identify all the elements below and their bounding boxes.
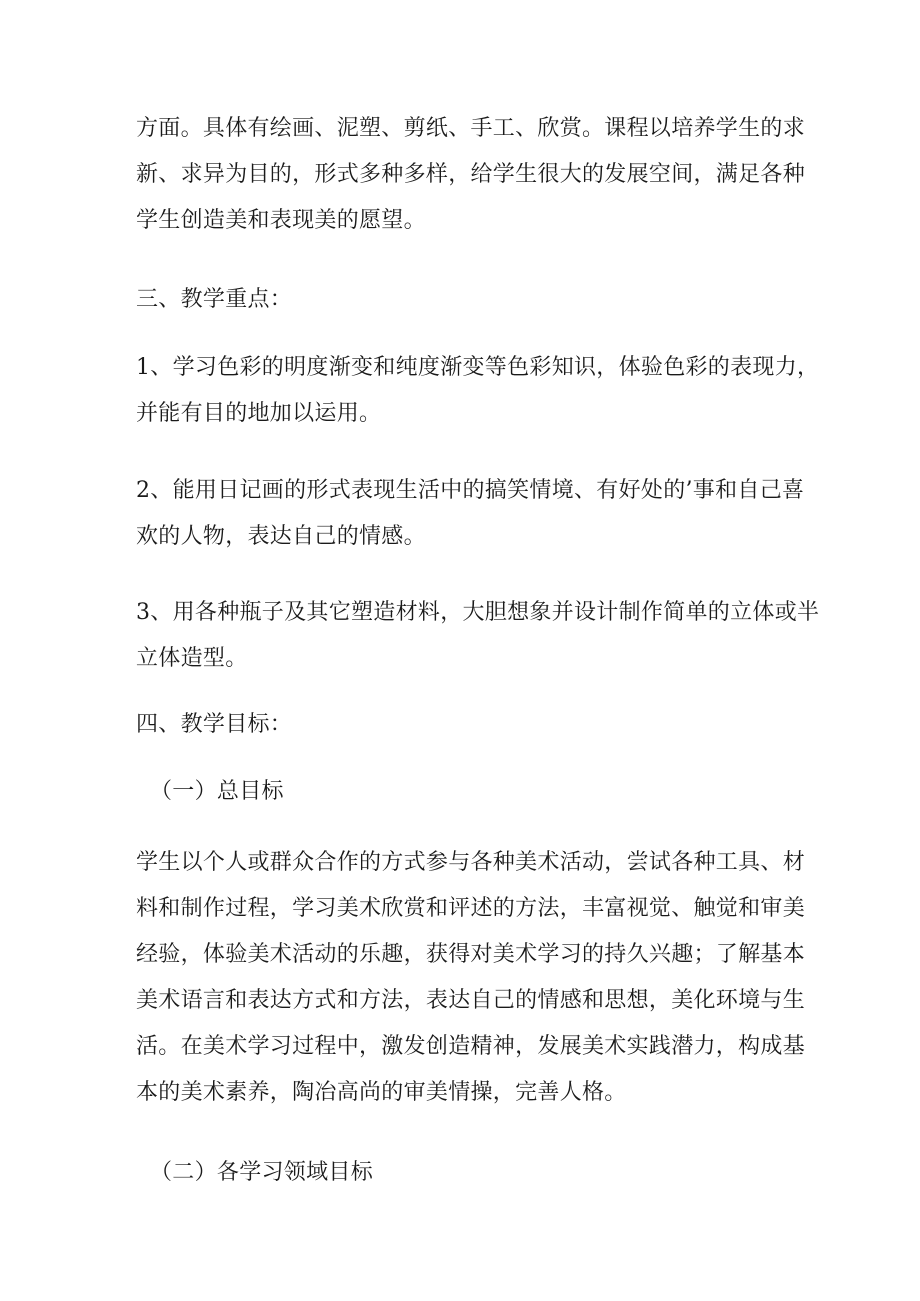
- paragraph-line: 学生以个人或群众合作的方式参与各种美术活动，尝试各种工具、材: [136, 850, 806, 875]
- section-heading-4: [136, 702, 796, 748]
- intro-paragraph: [136, 106, 806, 244]
- paragraph-line: 经验，体验美术活动的乐趣，获得对美术学习的持久兴趣；了解基本: [136, 942, 806, 967]
- subheading-domain-goals: [150, 1150, 810, 1196]
- subheading-text: （一）总目标: [150, 779, 284, 804]
- subheading-text: （二）各学习领域目标: [150, 1160, 374, 1185]
- key-point-2: [136, 468, 805, 560]
- key-point-1: [136, 345, 820, 437]
- paragraph-line: 方面。具体有绘画、泥塑、剪纸、手工、欣赏。课程以培养学生的求: [136, 116, 806, 141]
- paragraph-line: 并能有目的地加以运用。: [136, 401, 382, 426]
- paragraph-line: 料和制作过程，学习美术欣赏和评述的方法，丰富视觉、触觉和审美: [136, 896, 806, 921]
- paragraph-line: 立体造型。: [136, 646, 248, 671]
- subheading-overall-goal: [150, 769, 810, 815]
- goal-paragraph: [136, 840, 806, 1116]
- key-point-3: [136, 590, 820, 682]
- paragraph-line: 活。在美术学习过程中，激发创造精神，发展美术实践潜力，构成基: [136, 1034, 806, 1059]
- paragraph-line: 欢的人物，表达自己的情感。: [136, 524, 426, 549]
- paragraph-line: 学生创造美和表现美的愿望。: [136, 208, 426, 233]
- paragraph-line: 1、学习色彩的明度渐变和纯度渐变等色彩知识，体验色彩的表现力，: [136, 355, 820, 380]
- heading-text: 三、教学重点：: [136, 287, 293, 312]
- paragraph-line: 新、求异为目的，形式多种多样，给学生很大的发展空间，满足各种: [136, 162, 806, 187]
- paragraph-line: 2、能用日记画的形式表现生活中的搞笑情境、有好处的’事和自己喜: [136, 478, 805, 503]
- section-heading-3: [136, 277, 796, 323]
- paragraph-line: 美术语言和表达方式和方法，表达自己的情感和思想，美化环境与生: [136, 988, 806, 1013]
- heading-text: 四、教学目标：: [136, 712, 293, 737]
- paragraph-line: 本的美术素养，陶冶高尚的审美情操，完善人格。: [136, 1080, 627, 1105]
- paragraph-line: 3、用各种瓶子及其它塑造材料，大胆想象并设计制作简单的立体或半: [136, 600, 820, 625]
